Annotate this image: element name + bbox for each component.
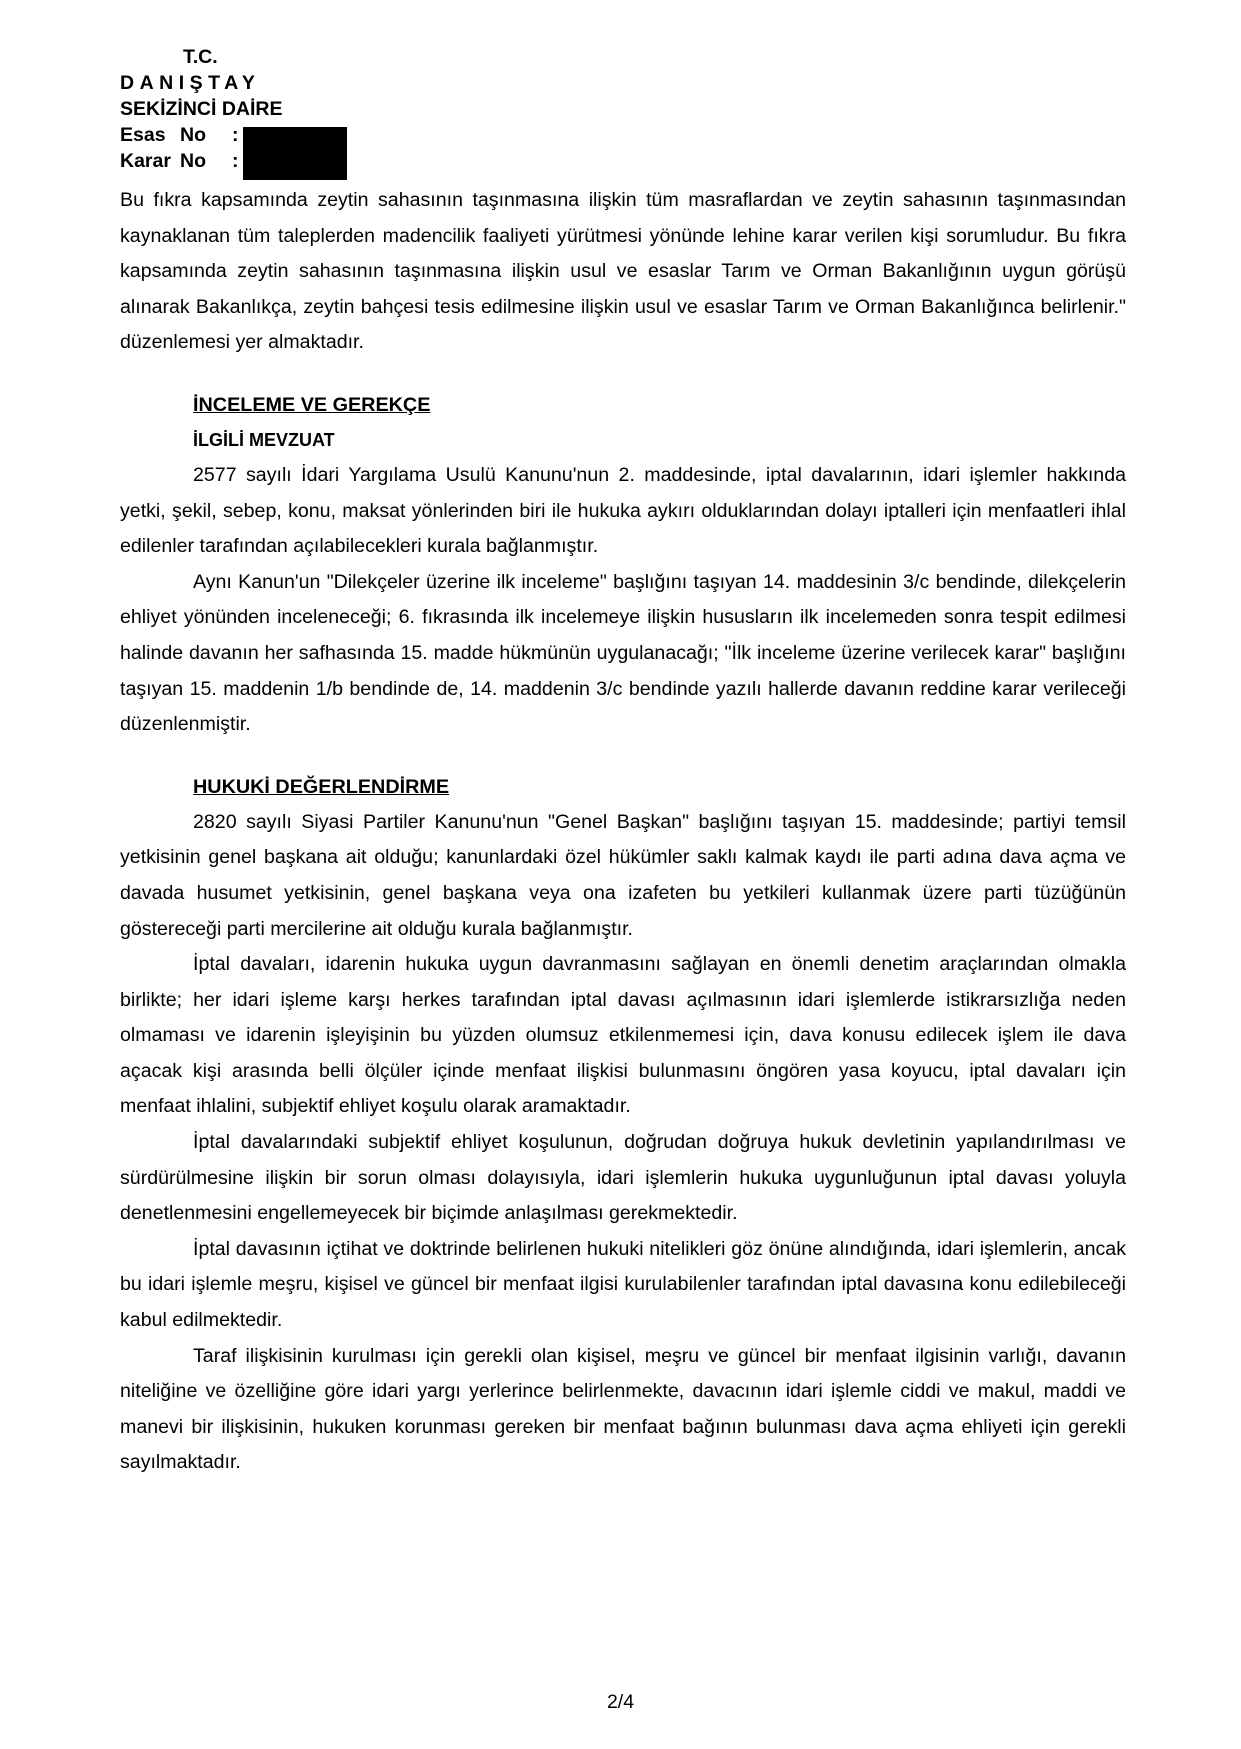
subsection-title-mevzuat: İLGİLİ MEVZUAT — [193, 429, 335, 450]
paragraph: 2820 sayılı Siyasi Partiler Kanunu'nun "Genel Başkan" başlığını taşıyan 15. maddesinde; partiyi temsil yetkisinin genel başkana ait olduğu; kanunlardaki özel hükümler saklı kalmak kaydı ile parti adına dava açma ve davada husumet yetkisinin, genel başkana veya ona izafeten bu yetkileri kullanmak üzere parti tüzüğünün göstereceği parti mercilerine ait olduğu kurala bağlanmıştır. — [120, 810, 1126, 940]
karar-no-label: No — [180, 150, 206, 172]
esas-colon: : — [232, 124, 239, 146]
karar-label: Karar — [120, 150, 171, 172]
esas-label: Esas — [120, 124, 166, 146]
paragraph: İptal davasının içtihat ve doktrinde belirlenen hukuki nitelikleri göz önüne alındığında, idari işlemlerin, ancak bu idari işlemle meşru, kişisel ve güncel bir menfaat ilgisi kurulabilenler tarafından iptal davasına konu edilebileceği kabul edilmektedir. — [120, 1237, 1126, 1332]
redaction-box — [243, 127, 347, 180]
section-title-inceleme: İNCELEME VE GEREKÇE — [193, 393, 431, 416]
chamber-name: SEKİZİNCİ DAİRE — [120, 98, 283, 120]
intro-paragraph: Bu fıkra kapsamında zeytin sahasının taşınmasına ilişkin tüm masraflardan ve zeytin sahasının taşınmasından kaynaklanan tüm taleplerden madencilik faaliyeti yürütmesi yönünde lehine karar verilen kişi sorumludur. Bu fıkra kapsamında zeytin sahasının taşınmasına ilişkin usul ve esaslar Tarım ve Orman Bakanlığının uygun görüşü alınarak Bakanlıkça, zeytin bahçesi tesis edilmesine ilişkin usul ve esaslar Tarım ve Orman Bakanlığınca belirlenir." düzenlemesi yer almaktadır. — [120, 189, 1126, 354]
document-body — [120, 183, 1126, 1481]
paragraph: Taraf ilişkisinin kurulması için gerekli olan kişisel, meşru ve güncel bir menfaat ilgisinin varlığı, davanın niteliğine ve özelliğine göre idari yargı yerlerince belirlenmekte, davacının idari işlemle ciddi ve makul, maddi ve manevi bir ilişkisinin, hukuken korunması gereken bir menfaat bağının bulunması dava açma ehliyeti için gerekli sayılmaktadır. — [120, 1344, 1126, 1474]
paragraph: 2577 sayılı İdari Yargılama Usulü Kanunu'nun 2. maddesinde, iptal davalarının, idari işlemler hakkında yetki, şekil, sebep, konu, maksat yönlerinden biri ile hukuka aykırı olduklarından dolayı iptalleri için menfaatleri ihlal edilenler tarafından açılabilecekleri kurala bağlanmıştır. — [120, 463, 1126, 558]
page-number: 2/4 — [606, 1691, 635, 1713]
esas-no-label: No — [180, 124, 206, 146]
paragraph: Aynı Kanun'un "Dilekçeler üzerine ilk inceleme" başlığını taşıyan 14. maddesinin 3/c bendinde, dilekçelerin ehliyet yönünden inceleneceği; 6. fıkrasında ilk incelemeye ilişkin hususların ilk incelemeden sonra tespit edilmesi halinde davanın her safhasında 15. madde hükmünün uygulanacağı; "İlk inceleme üzerine verilecek karar" başlığını taşıyan 15. maddenin 1/b bendinde de, 14. maddenin 3/c bendinde yazılı hallerde davanın reddine karar verileceği düzenlenmiştir. — [120, 570, 1126, 736]
paragraph: İptal davaları, idarenin hukuka uygun davranmasını sağlayan en önemli denetim araçlarından olmakla birlikte; her idari işleme karşı herkes tarafından iptal davası açılmasının idari işlemlerde istikrarsızlığa neden olmaması ve idarenin işleyişinin bu yüzden olumsuz etkilenmemesi için, dava konusu edilecek işlem ile dava açacak kişi arasında belli ölçüler içinde menfaat ilişkisi bulunmasını öngören yasa koyucu, iptal davaları için menfaat ihlalini, subjektif ehliyet koşulu olarak aramaktadır. — [120, 953, 1126, 1118]
court-name: DANIŞTAY — [120, 72, 261, 94]
header-tc: T.C. — [183, 46, 218, 68]
section-title-hukuki-degerlendirme: HUKUKİ DEĞERLENDİRME — [193, 775, 450, 798]
karar-colon: : — [232, 150, 239, 172]
paragraph: İptal davalarındaki subjektif ehliyet koşulunun, doğrudan doğruya hukuk devletinin yapılandırılması ve sürdürülmesine ilişkin bir sorun olması dolayısıyla, idari işlemlerin hukuka uygunluğunun iptal davası yoluyla denetlenmesini engellemeyecek bir biçimde anlaşılması gerekmektedir. — [120, 1131, 1126, 1225]
